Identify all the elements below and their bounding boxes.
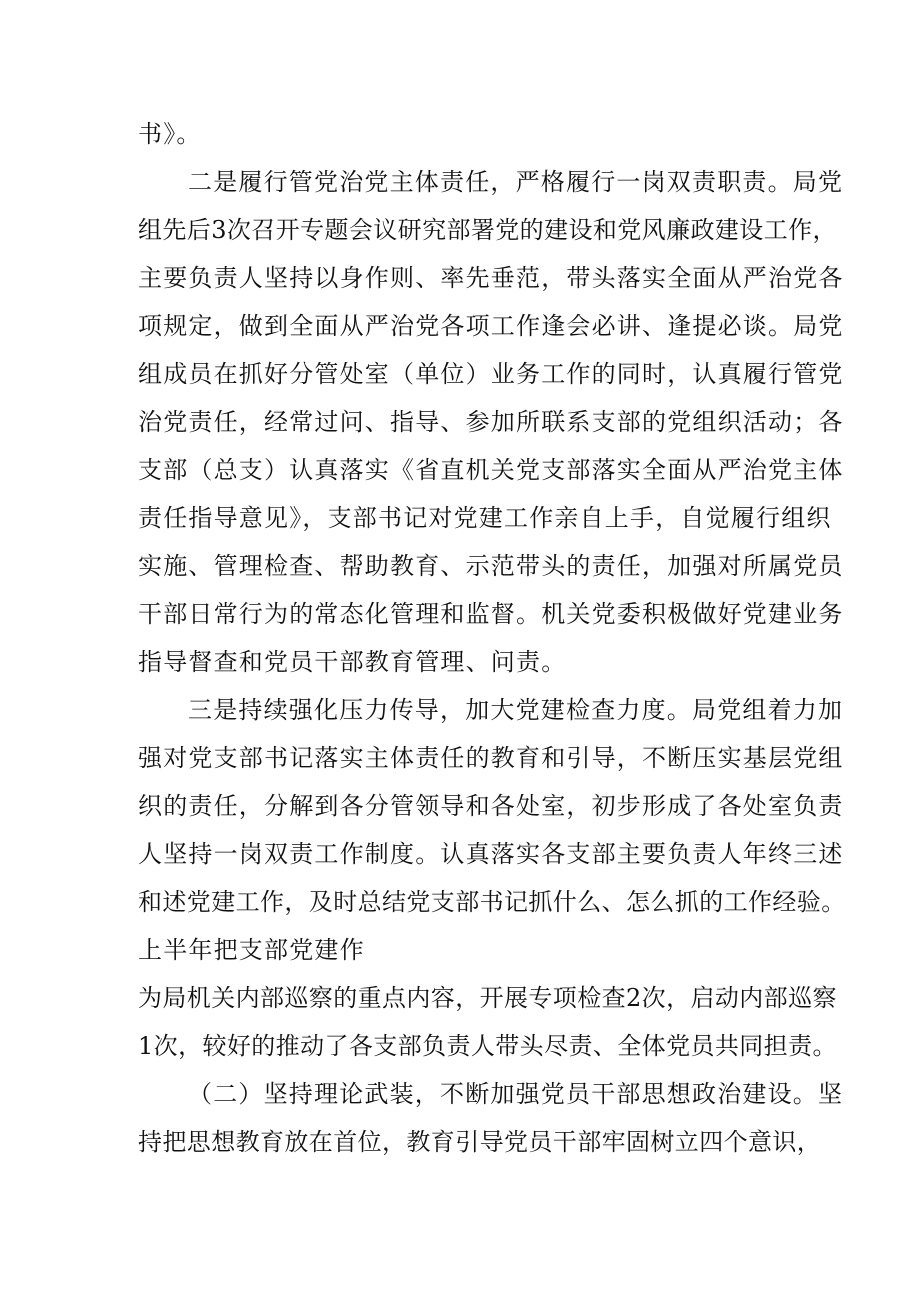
text-line: 人坚持一岗双责工作制度。认真落实各支部主要负责人年终三述	[138, 840, 844, 868]
text-line: 上半年把支部党建作	[138, 936, 365, 964]
text-line: 织的责任，分解到各分管领导和各处室，初步形成了各处室负责	[138, 792, 844, 820]
text-line: 1次，较好的推动了各支部负责人带头尽责、全体党员共同担责。	[138, 1032, 837, 1060]
text-line: 治党责任，经常过问、指导、参加所联系支部的党组织活动；各	[138, 408, 844, 436]
text-line: 和述党建工作，及时总结党支部书记抓什么、怎么抓的工作经验。	[138, 888, 846, 916]
text-line: 主要负责人坚持以身作则、率先垂范，带头落实全面从严治党各	[138, 264, 844, 292]
text-line: 书》。	[138, 120, 202, 148]
paragraph-first-line: （二）坚持理论武装，不断加强党员干部思想政治建设。坚	[188, 1080, 844, 1108]
text-line: 支部（总支）认真落实《省直机关党支部落实全面从严治党主体	[138, 456, 844, 484]
text-line: 责任指导意见》，支部书记对党建工作亲自上手，自觉履行组织	[138, 504, 832, 532]
text-line: 指导督查和党员干部教育管理、问责。	[138, 648, 567, 676]
text-line: 干部日常行为的常态化管理和监督。机关党委积极做好党建业务	[138, 600, 844, 628]
text-line: 实施、管理检查、帮助教育、示范带头的责任，加强对所属党员	[138, 552, 844, 580]
paragraph-first-line: 二是履行管党治党主体责任，严格履行一岗双责职责。局党	[188, 168, 844, 196]
text-line: 为局机关内部巡察的重点内容，开展专项检查2次，启动内部巡察	[138, 984, 837, 1012]
text-line: 组先后3次召开专题会议研究部署党的建设和党风廉政建设工作，	[138, 216, 837, 244]
text-line: 组成员在抓好分管处室（单位）业务工作的同时，认真履行管党	[138, 360, 844, 388]
text-line: 项规定，做到全面从严治党各项工作逢会必讲、逢提必谈。局党	[138, 312, 844, 340]
document-body	[138, 110, 846, 1166]
text-line: 强对党支部书记落实主体责任的教育和引导，不断压实基层党组	[138, 744, 844, 772]
paragraph-first-line: 三是持续强化压力传导，加大党建检查力度。局党组着力加	[188, 696, 844, 724]
text-line: 持把思想教育放在首位，教育引导党员干部牢固树立四个意识，	[138, 1128, 822, 1156]
